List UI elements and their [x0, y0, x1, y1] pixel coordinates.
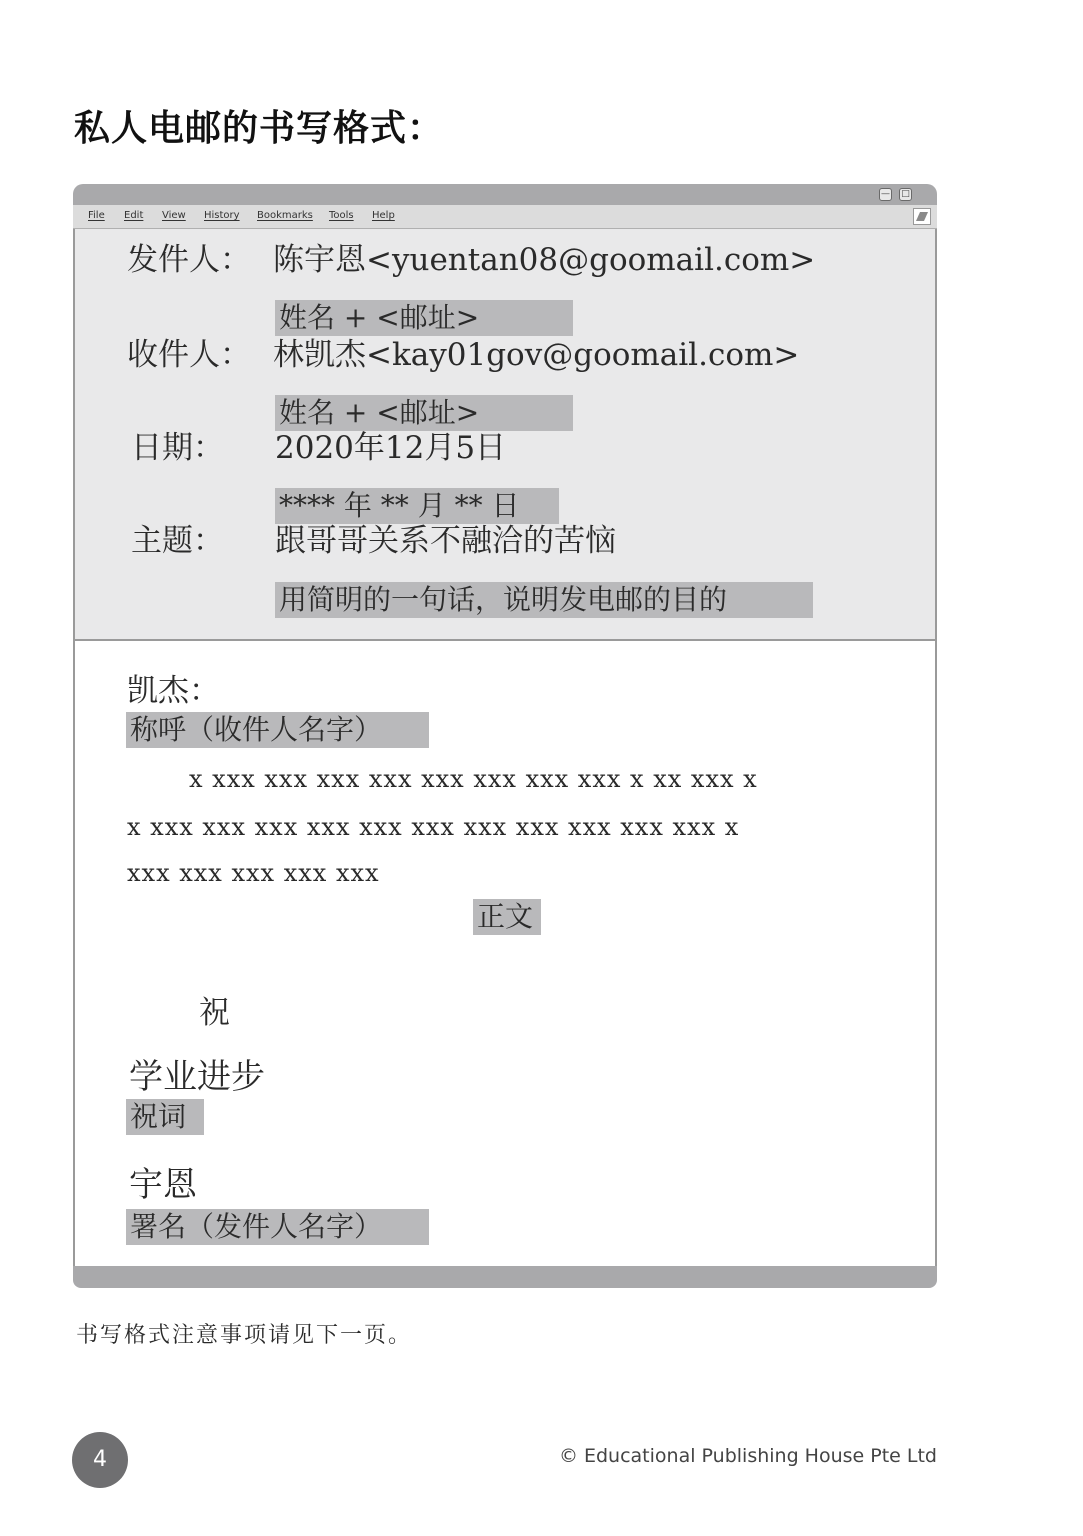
- salutation-hint: 称呼（收件人名字）: [126, 712, 429, 748]
- wish-hint: 祝词: [126, 1099, 204, 1135]
- menu-tools[interactable]: Tools: [329, 210, 354, 221]
- footnote: 书写格式注意事项请见下一页。: [76, 1323, 413, 1348]
- email-body: [73, 641, 937, 1266]
- menu-history[interactable]: History: [204, 210, 240, 221]
- body-line-2: x xxx xxx xxx xxx xxx xxx xxx xxx xxx xxx xxx x: [127, 813, 740, 841]
- menu-view[interactable]: View: [162, 210, 186, 221]
- recipient-hint: 姓名 + <邮址>: [275, 395, 573, 431]
- salutation: 凯杰：: [127, 673, 220, 709]
- date-value: 2020年12月5日: [275, 430, 507, 466]
- window-titlebar: [73, 184, 937, 205]
- body-line-1: x xxx xxx xxx xxx xxx xxx xxx xxx x xx xxx x: [189, 765, 758, 793]
- maximize-icon[interactable]: □: [899, 188, 912, 201]
- menu-bookmarks[interactable]: Bookmarks: [257, 210, 313, 221]
- sender-value: 陈宇恩<yuentan08@goomail.com>: [273, 242, 816, 278]
- email-header: [73, 229, 937, 641]
- menu-edit[interactable]: Edit: [124, 210, 144, 221]
- date-hint: **** 年 ** 月 ** 日: [275, 488, 559, 524]
- email-window: [73, 184, 937, 1290]
- body-hint: 正文: [473, 899, 541, 935]
- subject-label: 主题：: [131, 523, 224, 559]
- recipient-label: 收件人：: [127, 337, 251, 373]
- minimize-icon[interactable]: —: [881, 189, 890, 199]
- menu-help[interactable]: Help: [372, 210, 395, 221]
- copyright: © Educational Publishing House Pte Ltd: [558, 1445, 937, 1467]
- body-line-3: xxx xxx xxx xxx xxx: [127, 859, 380, 887]
- window-bottom-bar: [73, 1266, 937, 1288]
- menu-file[interactable]: File: [88, 210, 105, 221]
- signature: 宇恩: [129, 1165, 197, 1205]
- wish-text: 学业进步: [129, 1057, 265, 1097]
- signature-hint: 署名（发件人名字）: [126, 1209, 429, 1245]
- sender-label: 发件人：: [127, 242, 251, 278]
- recipient-value: 林凯杰<kay01gov@goomail.com>: [273, 337, 800, 373]
- subject-hint: 用简明的一句话，说明发电邮的目的: [275, 582, 813, 618]
- menu-bar: [73, 205, 937, 229]
- page-number: 4: [72, 1432, 128, 1488]
- page-title: 私人电邮的书写格式：: [74, 108, 445, 149]
- date-label: 日期：: [131, 430, 224, 466]
- subject-value: 跟哥哥关系不融洽的苦恼: [275, 523, 616, 559]
- browser-logo-icon: [913, 208, 931, 225]
- sender-hint: 姓名 + <邮址>: [275, 300, 573, 336]
- wish-prefix: 祝: [199, 995, 230, 1031]
